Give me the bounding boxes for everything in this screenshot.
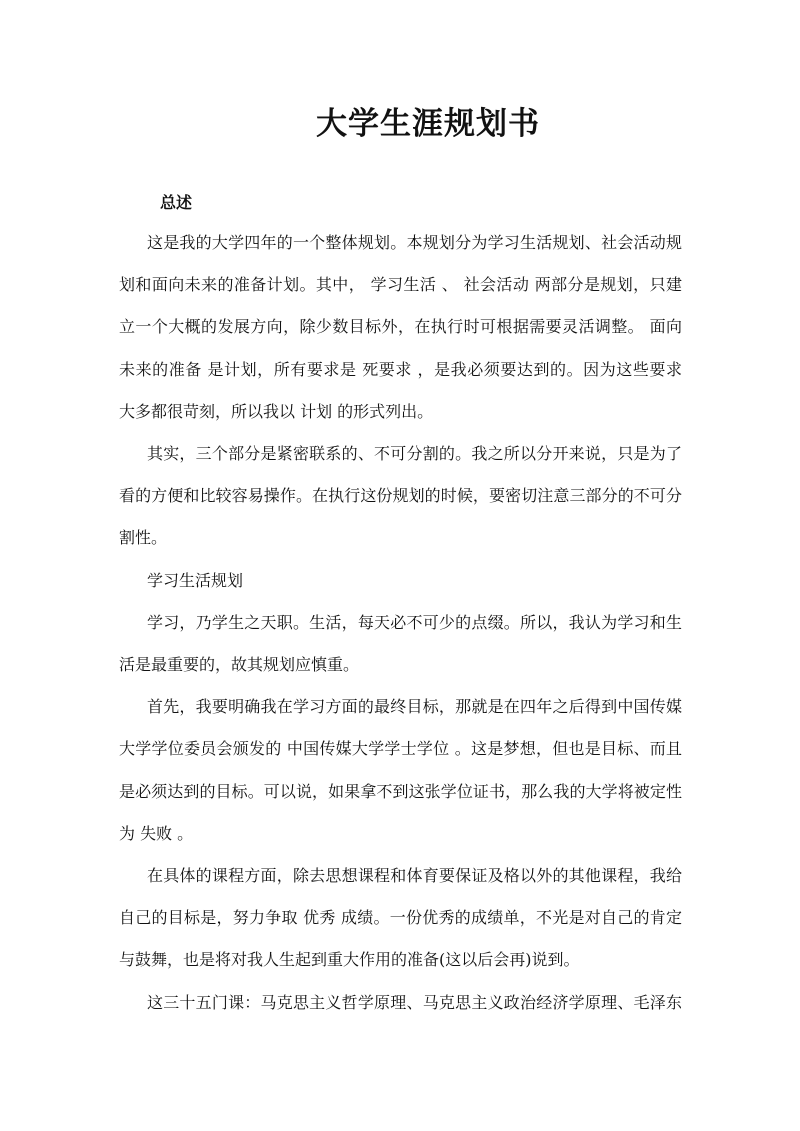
text-line: 学习生活规划 — [147, 570, 244, 590]
text-line: 划和面向未来的准备计划。其中， 学习生活 、 社会活动 两部分是规划，只建 — [119, 275, 682, 295]
text-line: 自己的目标是，努力争取 优秀 成绩。一份优秀的成绩单，不光是对自己的肯定 — [119, 908, 682, 928]
text-line: 与鼓舞，也是将对我人生起到重大作用的准备(这以后会再)说到。 — [119, 950, 580, 970]
text-line: 未来的准备 是计划，所有要求是 死要求 ，是我必须要达到的。因为这些要求 — [119, 359, 682, 379]
text-line: 大学学位委员会颁发的 中国传媒大学学士学位 。这是梦想，但也是目标、而且 — [119, 739, 682, 759]
text-line: 大多都很苛刻，所以我以 计划 的形式列出。 — [119, 401, 434, 421]
text-line: 这是我的大学四年的一个整体规划。本规划分为学习生活规划、社会活动规 — [147, 233, 682, 252]
text-line: 活是最重要的，故其规划应慎重。 — [119, 655, 360, 675]
text-line: 是必须达到的目标。可以说，如果拿不到这张学位证书，那么我的大学将被定性 — [119, 781, 682, 801]
section-heading: 总述 — [160, 193, 193, 212]
text-line: 为 失败 。 — [119, 823, 194, 843]
text-line: 割性。 — [119, 528, 168, 548]
text-line: 在具体的课程方面，除去思想课程和体育要保证及格以外的其他课程，我给 — [147, 866, 682, 886]
text-line: 看的方便和比较容易操作。在执行这份规划的时候，要密切注意三部分的不可分 — [119, 486, 682, 506]
text-line: 其实，三个部分是紧密联系的、不可分割的。我之所以分开来说，只是为了 — [147, 444, 682, 464]
text-line: 学习，乃学生之天职。生活，每天必不可少的点缀。所以，我认为学习和生 — [147, 612, 682, 632]
document-title: 大学生涯规划书 — [316, 106, 540, 142]
text-line: 首先，我要明确我在学习方面的最终目标，那就是在四年之后得到中国传媒 — [147, 697, 682, 717]
document-body — [119, 222, 682, 1024]
text-line: 立一个大概的发展方向，除少数目标外，在执行时可根据需要灵活调整。 面向 — [119, 317, 682, 337]
text-line: 这三十五门课：马克思主义哲学原理、马克思主义政治经济学原理、毛泽东 — [147, 992, 682, 1012]
